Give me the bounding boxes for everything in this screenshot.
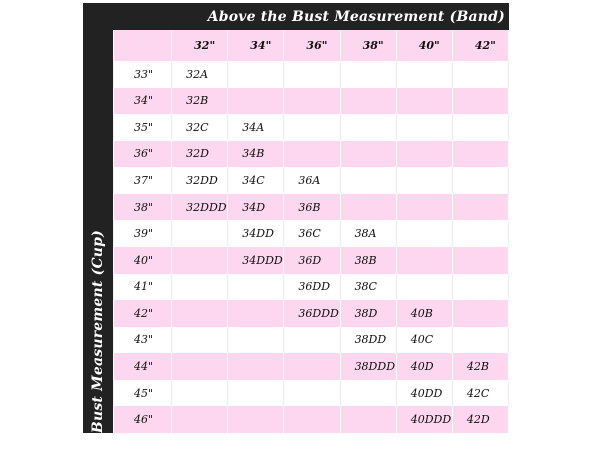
bust-measurement-label: 44": [114, 353, 172, 380]
band-size-header: 42": [452, 30, 508, 61]
size-cell: [340, 194, 396, 221]
size-cell: [228, 327, 284, 354]
size-cell: [340, 406, 396, 433]
cup-axis-title-container: [83, 30, 113, 433]
bust-measurement-label: 35": [114, 114, 172, 141]
bust-measurement-label: 43": [114, 327, 172, 354]
size-cell: [172, 247, 228, 274]
size-cell: [452, 114, 508, 141]
table-row: [114, 88, 509, 115]
size-cell: 34DD: [228, 220, 284, 247]
band-axis-title: Above the Bust Measurement (Band): [207, 8, 505, 25]
size-cell: [452, 300, 508, 327]
table-row: [114, 274, 509, 301]
size-cell: 40B: [396, 300, 452, 327]
size-cell: [228, 88, 284, 115]
table-row: [114, 380, 509, 407]
size-cell: 38C: [340, 274, 396, 301]
size-cell: [228, 353, 284, 380]
table-body: [114, 61, 509, 433]
size-cell: 34B: [228, 141, 284, 168]
size-cell: 36C: [284, 220, 340, 247]
table-row: [114, 327, 509, 354]
size-cell: [284, 61, 340, 88]
size-cell: [340, 141, 396, 168]
size-cell: 40DD: [396, 380, 452, 407]
size-cell: 42D: [452, 406, 508, 433]
table-row: [114, 220, 509, 247]
band-header-row: [114, 30, 509, 61]
bust-measurement-label: 39": [114, 220, 172, 247]
size-cell: [396, 220, 452, 247]
size-cell: [284, 380, 340, 407]
size-cell: [340, 61, 396, 88]
size-cell: [452, 247, 508, 274]
size-cell: 36D: [284, 247, 340, 274]
size-cell: 42B: [452, 353, 508, 380]
size-cell: 32DDD: [172, 194, 228, 221]
size-cell: [284, 141, 340, 168]
size-cell: [172, 300, 228, 327]
size-cell: 38D: [340, 300, 396, 327]
size-cell: 34DDD: [228, 247, 284, 274]
size-cell: 38DDD: [340, 353, 396, 380]
bra-size-table: [113, 30, 509, 433]
table-row: [114, 61, 509, 88]
size-cell: [396, 274, 452, 301]
table-row: [114, 114, 509, 141]
size-cell: [452, 327, 508, 354]
size-cell: [340, 167, 396, 194]
size-cell: [228, 380, 284, 407]
band-size-header: 32": [172, 30, 228, 61]
bust-measurement-label: 40": [114, 247, 172, 274]
size-cell: [452, 167, 508, 194]
size-cell: [396, 141, 452, 168]
band-size-header: 36": [284, 30, 340, 61]
size-cell: [452, 61, 508, 88]
size-cell: 36DDD: [284, 300, 340, 327]
table-row: [114, 167, 509, 194]
size-cell: [172, 353, 228, 380]
size-cell: [284, 406, 340, 433]
size-cell: [340, 114, 396, 141]
bust-measurement-label: 45": [114, 380, 172, 407]
size-cell: 38B: [340, 247, 396, 274]
size-cell: 34A: [228, 114, 284, 141]
size-cell: [228, 61, 284, 88]
size-cell: 34C: [228, 167, 284, 194]
size-cell: [172, 380, 228, 407]
size-cell: 40C: [396, 327, 452, 354]
bust-measurement-label: 38": [114, 194, 172, 221]
size-cell: 36B: [284, 194, 340, 221]
size-cell: [452, 220, 508, 247]
table-row: [114, 194, 509, 221]
bust-measurement-label: 42": [114, 300, 172, 327]
size-cell: [172, 274, 228, 301]
size-cell: [284, 88, 340, 115]
bust-measurement-label: 34": [114, 88, 172, 115]
size-cell: 32B: [172, 88, 228, 115]
size-cell: 32D: [172, 141, 228, 168]
size-cell: 38A: [340, 220, 396, 247]
table-row: [114, 353, 509, 380]
bust-measurement-label: 41": [114, 274, 172, 301]
bust-measurement-label: 46": [114, 406, 172, 433]
band-size-header: 38": [340, 30, 396, 61]
size-cell: [396, 61, 452, 88]
band-size-header: 40": [396, 30, 452, 61]
size-cell: [396, 247, 452, 274]
size-cell: [228, 300, 284, 327]
size-cell: [284, 114, 340, 141]
size-cell: 36DD: [284, 274, 340, 301]
size-cell: [228, 406, 284, 433]
size-cell: [452, 194, 508, 221]
size-cell: 40D: [396, 353, 452, 380]
bust-measurement-label: 33": [114, 61, 172, 88]
table-row: [114, 141, 509, 168]
size-cell: 42C: [452, 380, 508, 407]
table-row: [114, 406, 509, 433]
size-cell: [340, 380, 396, 407]
size-cell: [396, 194, 452, 221]
size-cell: [396, 88, 452, 115]
size-cell: [284, 353, 340, 380]
table-row: [114, 300, 509, 327]
size-cell: [452, 141, 508, 168]
size-cell: 32A: [172, 61, 228, 88]
table-row: [114, 247, 509, 274]
size-cell: [172, 327, 228, 354]
cup-axis-title: Bust Measurement (Cup): [90, 229, 106, 433]
size-cell: [172, 220, 228, 247]
size-cell: 36A: [284, 167, 340, 194]
size-cell: [396, 167, 452, 194]
bust-measurement-label: 36": [114, 141, 172, 168]
size-cell: 40DDD: [396, 406, 452, 433]
size-cell: [172, 406, 228, 433]
size-cell: 34D: [228, 194, 284, 221]
size-cell: [452, 88, 508, 115]
size-cell: [452, 274, 508, 301]
size-cell: [228, 274, 284, 301]
size-cell: [396, 114, 452, 141]
bust-measurement-label: 37": [114, 167, 172, 194]
size-cell: [284, 327, 340, 354]
size-cell: [340, 88, 396, 115]
size-cell: 32C: [172, 114, 228, 141]
size-cell: 38DD: [340, 327, 396, 354]
size-cell: 32DD: [172, 167, 228, 194]
band-size-header: 34": [228, 30, 284, 61]
corner-cell: [114, 30, 172, 61]
